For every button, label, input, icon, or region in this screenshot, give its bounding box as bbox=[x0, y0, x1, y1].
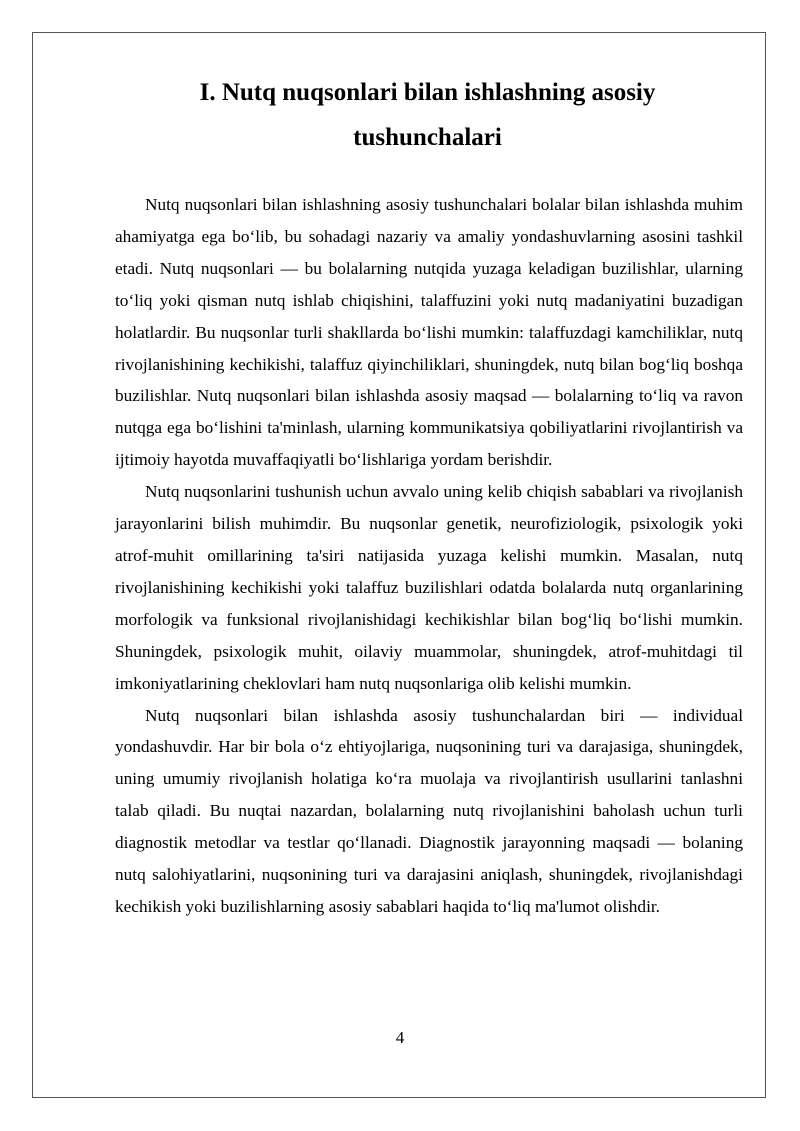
page-title bbox=[115, 70, 740, 160]
paragraph-3: Nutq nuqsonlari bilan ishlashda asosiy tushunchalardan biri — individual yondashuvdir. Har bir bola o‘z ehtiyojlariga, nuqsonining turi va darajasiga, shuningdek, uning umumiy rivojlanish holatiga ko‘ra muolaja va rivojlantirish usullarini tanlashni talab qiladi. Bu nuqtai nazardan, bolalarning nutq rivojlanishini baholash uchun turli diagnostik metodlar va testlar qo‘llanadi. Diagnostik jarayonning maqsadi — bolaning nutq salohiyatlarini, nuqsonining turi va darajasini aniqlash, shuningdek, rivojlanishdagi kechikish yoki buzilishlarning asosiy sabablari haqida to‘liq ma'lumot olishdir. bbox=[115, 705, 743, 916]
body-text bbox=[115, 189, 743, 923]
paragraph-1: Nutq nuqsonlari bilan ishlashning asosiy tushunchalari bolalar bilan ishlashda muhim ahamiyatga ega bo‘lib, bu sohadagi nazariy va amaliy yondashuvlarning asosini tashkil etadi. Nutq nuqsonlari — bu bolalarning nutqida yuzaga keladigan buzilishlar, ularning to‘liq yoki qisman nutq ishlab chiqishini, talaffuzini yoki nutq madaniyatini buzadigan holatlardir. Bu nuqsonlar turli shakllarda bo‘lishi mumkin: talaffuzdagi kamchiliklar, nutq rivojlanishining kechikishi, talaffuz qiyinchiliklari, shuningdek, nutq bilan bog‘liq boshqa buzilishlar. Nutq nuqsonlari bilan ishlashda asosiy maqsad — bolalarning to‘liq va ravon nutqga ega bo‘lishini ta'minlash, ularning kommunikatsiya qobiliyatlarini rivojlantirish va ijtimoiy hayotda muvaffaqiyatli bo‘lishlariga yordam berishdir. bbox=[115, 195, 743, 470]
title-line-2: tushunchalari bbox=[353, 124, 502, 151]
title-line-1: I. Nutq nuqsonlari bilan ishlashning asosiy bbox=[199, 79, 656, 106]
page-number: 4 bbox=[395, 1028, 405, 1047]
paragraph-2: Nutq nuqsonlarini tushunish uchun avvalo uning kelib chiqish sabablari va rivojlanish jarayonlarini bilish muhimdir. Bu nuqsonlar genetik, neurofiziologik, psixologik yoki atrof-muhit omillarining ta'siri natijasida yuzaga kelishi mumkin. Masalan, nutq rivojlanishining kechikishi yoki talaffuz buzilishlari odatda bolalarda nutq organlarining morfologik va funksional rivojlanishidagi kechikishlar bilan bog‘liq bo‘lishi mumkin. Shuningdek, psixologik muhit, oilaviy muammolar, shuningdek, atrof-muhitdagi til imkoniyatlarining cheklovlari ham nutq nuqsonlariga olib kelishi mumkin. bbox=[115, 482, 743, 693]
